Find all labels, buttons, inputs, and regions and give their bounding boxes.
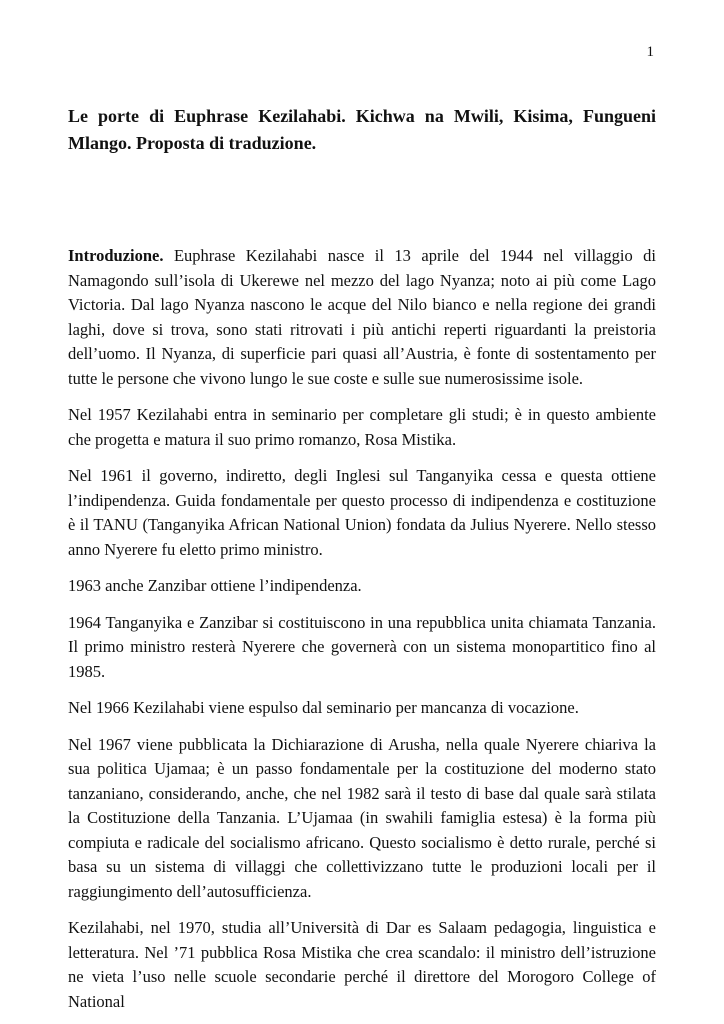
paragraph-text: Kezilahabi, nel 1970, studia all’Università di Dar es Salaam pedagogia, linguistica e letteratura. Nel ’71 pubblica Rosa Mistika che crea scandalo: il ministro dell’istruzione ne vieta l’uso nelle scuole secondarie perché il direttore del Morogoro College of National xyxy=(68,918,656,1011)
paragraph-text: Nel 1967 viene pubblicata la Dichiarazione di Arusha, nella quale Nyerere chiariva la sua politica Ujamaa; è un passo fondamentale per la costituzione del moderno stato tanzaniano, considerando, anche, che nel 1982 sarà il testo di base dal quale sarà stilata la Costituzione della Tanzania. L’Ujamaa (in swahili famiglia estesa) è la forma più compiuta e radicale del socialismo africano. Questo socialismo è detto rurale, perché si basa su un sistema di villaggi che collettivizzano tutte le produzioni locali per il raggiungimento dell’autosufficienza. xyxy=(68,734,656,901)
paragraph-text: 1963 anche Zanzibar ottiene l’indipendenza. xyxy=(68,576,362,595)
paragraph-lead: Introduzione. xyxy=(68,246,164,265)
paragraph-introduction xyxy=(68,244,656,391)
paragraph-1963 xyxy=(68,574,656,599)
paragraph-1970 xyxy=(68,916,656,1011)
paragraph-1966 xyxy=(68,696,656,721)
paragraph-text: Nel 1961 il governo, indiretto, degli Inglesi sul Tanganyika cessa e questa ottiene l’indipendenza. Guida fondamentale per questo processo di indipendenza e costituzione è il TANU (Tanganyika African National Union) fondata da Julius Nyerere. Nello stesso anno Nyerere fu eletto primo ministro. xyxy=(68,466,656,559)
paragraph-text: Euphrase Kezilahabi nasce il 13 aprile del 1944 nel villaggio di Namagondo sull’isola di Ukerewe nel mezzo del lago Nyanza; noto ai più come Lago Victoria. Dal lago Nyanza nascono le acque del Nilo bianco e nella regione dei grandi laghi, dove si trova, sono stati ritrovati i più antichi reperti riguardanti la preistoria dell’uomo. Il Nyanza, di superficie pari quasi all’Austria, è fonte di sostentamento per tutte le persone che vivono lungo le sue coste e sulle sue numerosissime isole. xyxy=(68,246,656,388)
document-title: Le porte di Euphrase Kezilahabi. Kichwa na Mwili, Kisima, Fungueni Mlango. Proposta di traduzione. xyxy=(68,106,656,153)
paragraph-1961 xyxy=(68,464,656,562)
paragraph-1967 xyxy=(68,733,656,905)
paragraph-text: Nel 1957 Kezilahabi entra in seminario per completare gli studi; è in questo ambiente che progetta e matura il suo primo romanzo, Rosa Mistika. xyxy=(68,405,656,449)
document-body xyxy=(68,244,656,1011)
paragraph-text: Nel 1966 Kezilahabi viene espulso dal seminario per mancanza di vocazione. xyxy=(68,698,579,717)
paragraph-1964 xyxy=(68,611,656,685)
paragraph-1957 xyxy=(68,403,656,452)
page-number: 1 xyxy=(646,44,654,60)
paragraph-text: 1964 Tanganyika e Zanzibar si costituiscono in una repubblica unita chiamata Tanzania. Il primo ministro resterà Nyerere che governerà con un sistema monopartitico fino al 1985. xyxy=(68,612,656,681)
